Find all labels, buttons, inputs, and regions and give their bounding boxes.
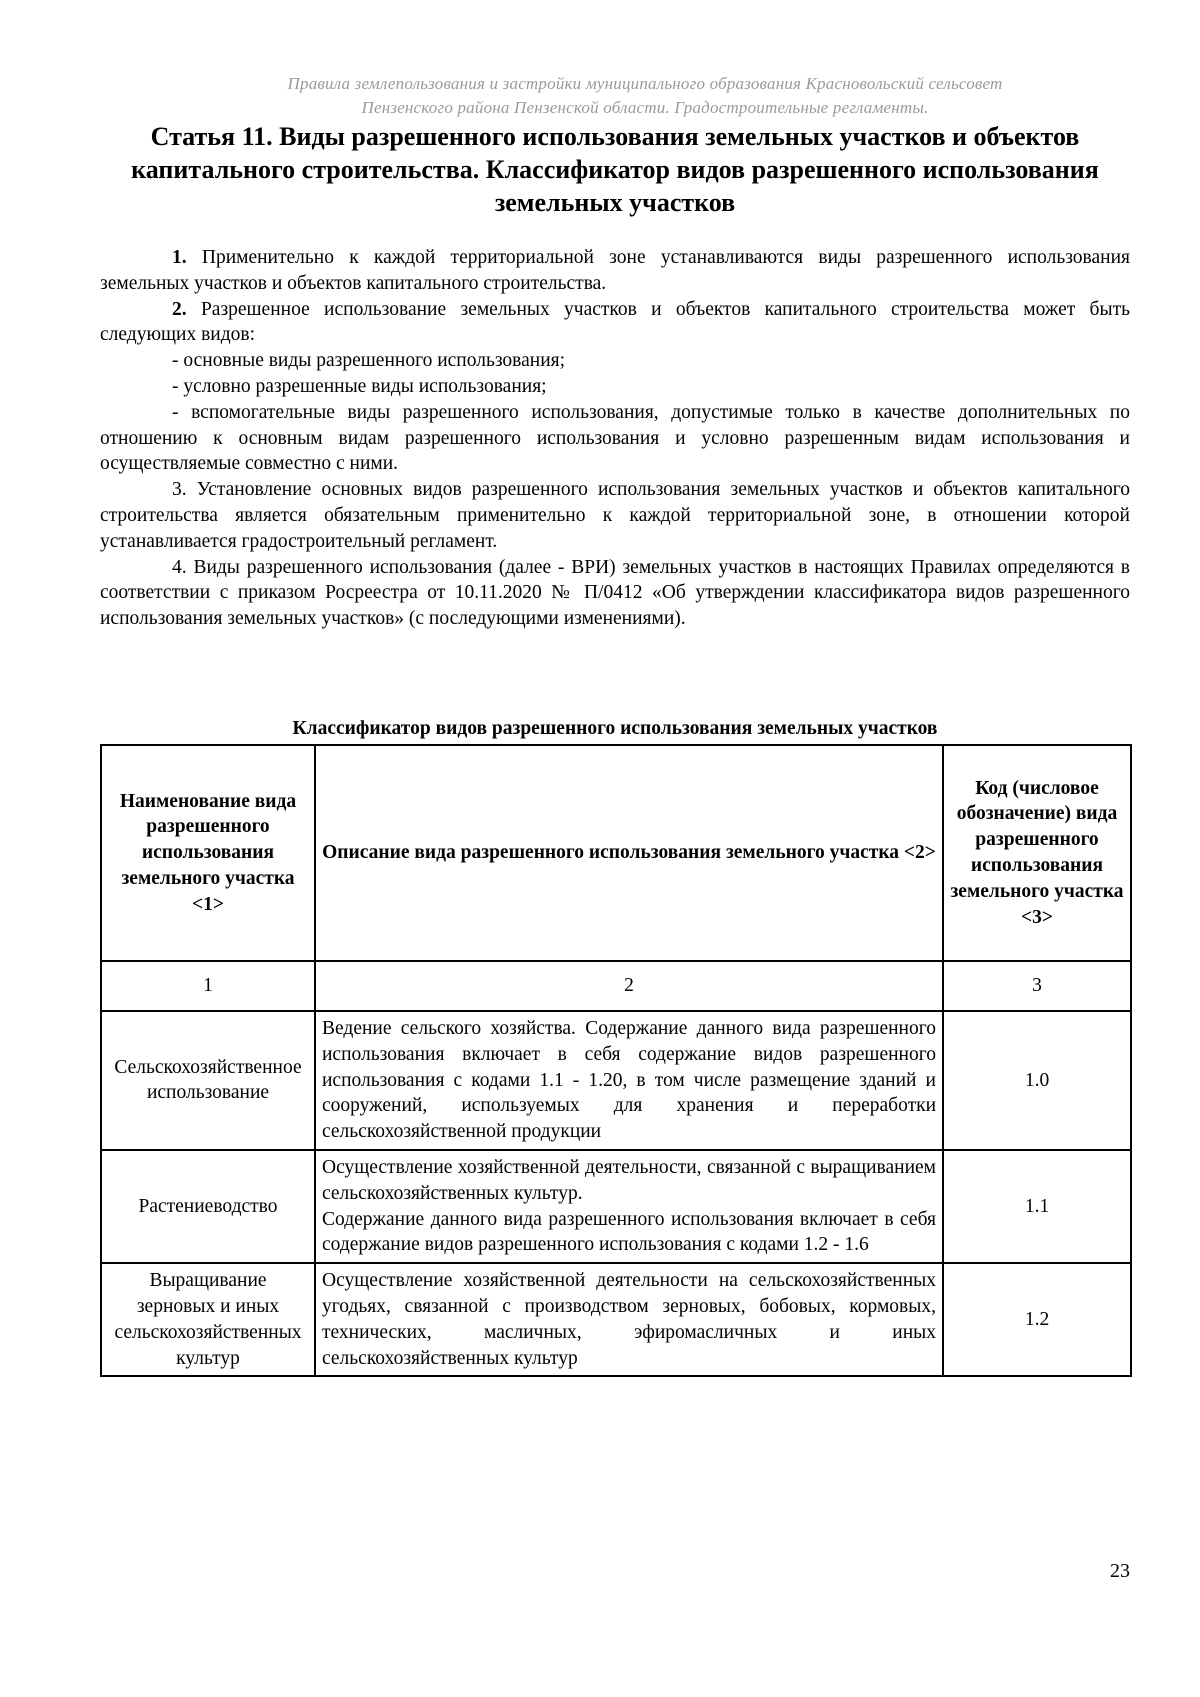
row-name: Сельскохозяйственное использование bbox=[101, 1011, 315, 1150]
running-header-line-1: Правила землепользования и застройки муниципального образования Красновольский сельсовет bbox=[287, 74, 1003, 93]
row-name: Выращивание зерновых и иных сельскохозяйственных культур bbox=[101, 1263, 315, 1376]
table-row bbox=[101, 1263, 1131, 1376]
paragraph-1-text: Применительно к каждой территориальной зоне устанавливаются виды разрешенного использования земельных участков и объектов капитального строительства. bbox=[100, 247, 1131, 294]
article-body bbox=[100, 245, 1130, 632]
running-header-line-2: Пензенского района Пензенской области. Градостроительные регламенты. bbox=[361, 98, 929, 117]
header-name: Наименование вида разрешенного использования земельного участка <1> bbox=[101, 745, 315, 961]
table-row bbox=[101, 1150, 1131, 1263]
row-code: 1.0 bbox=[943, 1011, 1131, 1150]
paragraph-3: 3. Установление основных видов разрешенного использования земельных участков и объектов капитального строительства является обязательным применительно к каждой территориальной зоне, в отношении которой устанавливается градостроительный регламент. bbox=[100, 479, 1130, 552]
row-description-line-1: Осуществление хозяйственной деятельности, связанной с выращиванием сельскохозяйственных культур. bbox=[322, 1156, 936, 1204]
article-title: Статья 11. Виды разрешенного использования земельных участков и объектов капитального строительства. Классификатор видов разрешенного использования земельных участков bbox=[131, 122, 1099, 217]
row-description bbox=[315, 1150, 943, 1263]
paragraph-1-number: 1. bbox=[172, 247, 187, 268]
paragraph-1 bbox=[100, 245, 1130, 297]
row-code: 1.2 bbox=[943, 1263, 1131, 1376]
paragraph-2-number: 2. bbox=[172, 298, 187, 320]
list-item-main-types: - основные виды разрешенного использования; bbox=[172, 350, 566, 372]
row-code: 1.1 bbox=[943, 1150, 1131, 1263]
column-number-1: 1 bbox=[101, 961, 315, 1011]
table-row bbox=[101, 1011, 1131, 1150]
row-description-line-2: Содержание данного вида разрешенного использования включает в себя содержание видов разрешенного использования с кодами 1.2 - 1.6 bbox=[322, 1208, 936, 1256]
paragraph-2-text: Разрешенное использование земельных участков и объектов капитального строительства может быть следующих видов: bbox=[100, 298, 1130, 346]
row-description: Ведение сельского хозяйства. Содержание данного вида разрешенного использования включает в себя содержание видов разрешенного использования с кодами 1.1 - 1.20, в том числе размещение зданий и сооружений, используемых для хранения и переработки сельскохозяйственной продукции bbox=[315, 1011, 943, 1150]
column-number-2: 2 bbox=[315, 961, 943, 1011]
list-item-conditional-types: - условно разрешенные виды использования; bbox=[172, 375, 547, 397]
classifier-table bbox=[100, 744, 1132, 1377]
paragraph-4: 4. Виды разрешенного использования (далее - ВРИ) земельных участков в настоящих Правилах определяются в соответствии с приказом Росреестра от 10.11.2020 № П/0412 «Об утверждении классификатора видов разрешенного использования земельных участков» (с последующими изменениями). bbox=[100, 556, 1130, 630]
row-name: Растениеводство bbox=[101, 1150, 315, 1263]
table-header-row bbox=[101, 745, 1131, 961]
paragraph-2 bbox=[100, 297, 1130, 349]
page-number: 23 bbox=[1110, 1560, 1130, 1582]
running-header bbox=[160, 72, 1130, 120]
list-item-auxiliary-types: - вспомогательные виды разрешенного использования, допустимые только в качестве дополнительных по отношению к основным видам разрешенного использования и условно разрешенным видам использования и осуществляемые совместно с ними. bbox=[100, 401, 1130, 475]
column-number-3: 3 bbox=[943, 961, 1131, 1011]
row-description: Осуществление хозяйственной деятельности на сельскохозяйственных угодьях, связанной с производством зерновых, бобовых, кормовых, технических, масличных, эфиромасличных и иных сельскохозяйственных культур bbox=[315, 1263, 943, 1376]
header-code: Код (числовое обозначение) вида разрешенного использования земельного участка <3> bbox=[943, 745, 1131, 961]
header-description: Описание вида разрешенного использования земельного участка <2> bbox=[315, 745, 943, 961]
column-number-row bbox=[101, 961, 1131, 1011]
table-caption: Классификатор видов разрешенного использования земельных участков bbox=[292, 718, 938, 739]
